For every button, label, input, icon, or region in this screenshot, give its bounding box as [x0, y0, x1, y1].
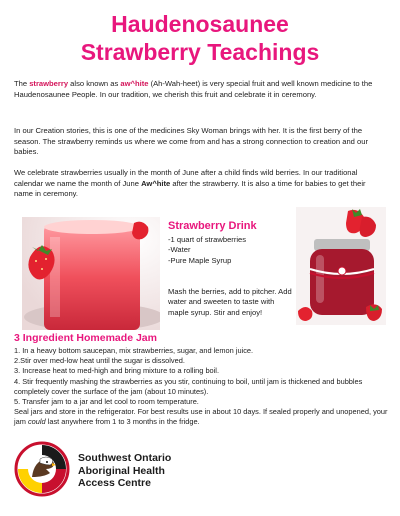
title-line-1: Haudenosaunee: [111, 11, 289, 37]
drink-method: Mash the berries, add to pitcher. Add water and sweeten to taste with maple syrup. Stir and enjoy!: [168, 287, 292, 317]
drink-ingredient: -Pure Maple Syrup: [168, 255, 232, 265]
strawberry-drink-glass-image: [22, 217, 160, 330]
org-line-3: Access Centre: [78, 477, 151, 489]
jam-recipe-title: 3 Ingredient Homemade Jam: [14, 332, 157, 344]
jam-step: 1. In a heavy bottom saucepan, mix strawberries, sugar, and lemon juice.: [14, 346, 254, 355]
intro-text-2: also known as: [68, 79, 121, 88]
june-native-word: Aw^hite: [141, 178, 171, 188]
storage-emphasis: could: [27, 417, 46, 427]
celebrate-paragraph: [14, 168, 386, 200]
drink-recipe-title: Strawberry Drink: [168, 220, 257, 232]
strawberry-keyword: strawberry: [29, 79, 69, 88]
page-title: [0, 10, 400, 66]
title-line-2: Strawberry Teachings: [80, 39, 320, 65]
jam-step: 3. Increase heat to med-high and bring mixture to a rolling boil.: [14, 366, 220, 376]
celebrate-text-1: We celebrate strawberries usually in the month of June after a child finds wild berries. In our traditional calendar we name the month of June: [14, 168, 358, 188]
native-word: aw^hite: [120, 79, 149, 88]
strawberry-jam-jar-image: [296, 207, 386, 325]
jam-step: 2.Stir over med-low heat until the sugar is dissolved.: [14, 356, 185, 366]
intro-text-3: (Ah-Wah-heet) is very special fruit and well known medicine to the Haudenosaunee People. In our tradition, we cherish this fruit and celebrate it in ceremony.: [14, 79, 373, 99]
organization-name: [78, 452, 171, 490]
intro-text-1: The: [14, 79, 30, 88]
jam-steps: [14, 346, 388, 428]
creation-paragraph: In our Creation stories, this is one of the medicines Sky Woman brings with her. It is the first berry of the season. The strawberry reminds us where we come from and has a strong connection to creation and our babies.: [14, 126, 368, 156]
drink-ingredient: -1 quart of strawberries: [168, 235, 247, 244]
org-line-1: Southwest Ontario: [78, 452, 172, 464]
org-line-2: Aboriginal Health: [78, 464, 165, 477]
storage-text-2: last anywhere from 1 to 3 months in the fridge.: [45, 417, 200, 427]
celebrate-text-2: after the strawberry. It is also a time for babies to get their name in ceremony.: [14, 178, 366, 198]
intro-paragraph: [14, 79, 386, 100]
jam-step: 5. Transfer jam to a jar and let cool to room temperature.: [14, 397, 199, 407]
drink-ingredients: [168, 235, 293, 266]
eagle-medicine-wheel-logo-icon: [14, 441, 70, 497]
storage-text-1: Seal jars and store in the refrigerator. For best results use in about 10 days. If sealed properly and unopened, your jam: [14, 407, 388, 427]
jam-storage-note: [14, 407, 388, 427]
drink-ingredient: -Water: [168, 245, 191, 255]
jam-step: 4. Stir frequently mashing the strawberries as you stir, continuing to boil, until jam is thickened and bubbles completely cover the surface of the jam (about 10 minutes).: [14, 376, 363, 396]
